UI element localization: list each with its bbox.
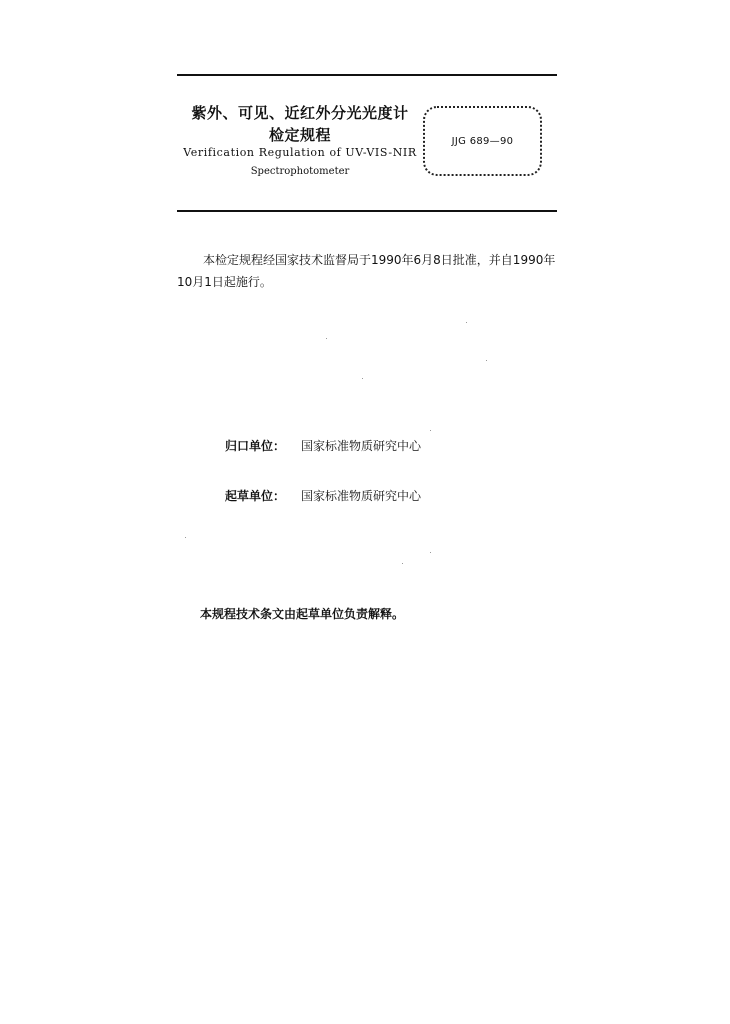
drafting-unit-row	[225, 487, 421, 504]
bottom-rule	[177, 210, 557, 212]
scan-speck	[430, 430, 431, 431]
title-chinese-line-1: 紫外、可见、近红外分光光度计	[191, 104, 409, 122]
top-rule	[177, 74, 557, 76]
responsible-unit-row	[225, 437, 421, 454]
title-chinese-line-2: 检定规程	[268, 126, 331, 144]
drafting-unit-label: 起草单位：	[225, 489, 286, 503]
title-english-line-1: Verification Regulation of UV-VIS-NIR	[183, 146, 417, 159]
scan-speck	[466, 322, 467, 323]
scan-speck	[430, 552, 431, 553]
responsible-unit-label: 归口单位：	[225, 439, 286, 453]
regulation-code-box	[423, 106, 542, 176]
scan-speck	[402, 563, 403, 564]
interpretation-note: 本规程技术条文由起草单位负责解释。	[200, 607, 405, 621]
title-english-line-2: Spectrophotometer	[250, 166, 350, 177]
drafting-unit-value: 国家标准物质研究中心	[301, 489, 422, 503]
scan-speck	[486, 360, 487, 361]
scan-speck	[326, 338, 327, 339]
approval-statement: 本检定规程经国家技术监督局于1990年6月8日批准，并自1990年10月1日起施行。	[177, 253, 556, 289]
regulation-code: JJG 689—90	[451, 136, 514, 147]
scan-speck	[362, 378, 363, 379]
responsible-unit-value: 国家标准物质研究中心	[301, 439, 422, 453]
scan-speck	[185, 537, 186, 538]
